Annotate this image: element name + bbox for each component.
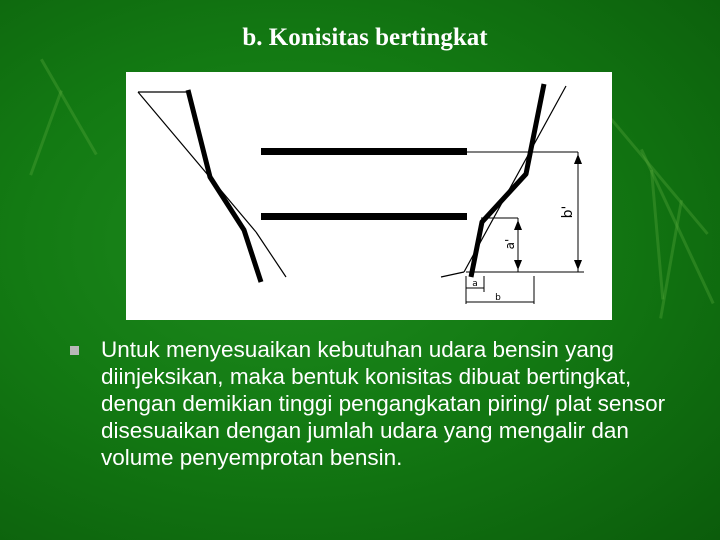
dimension-label-a: a xyxy=(472,279,478,289)
dimension-label-b: b xyxy=(495,293,501,303)
outer-guide-lines xyxy=(138,86,566,277)
slide-title: b. Konisitas bertingkat xyxy=(242,24,488,51)
conical-funnel-diagram xyxy=(126,72,612,320)
funnel-walls xyxy=(188,84,544,282)
sensor-plate-upper xyxy=(261,148,467,155)
sensor-plate-lower xyxy=(261,213,467,220)
dimension-label-a-prime: a' xyxy=(503,238,517,250)
bullet-text: Untuk menyesuaikan kebutuhan udara bensin yang diinjeksikan, maka bentuk konisitas dibuat bertingkat, dengan demikian tinggi pengangkatan piring/ plat sensor disesuaikan dengan jumlah udara yang mengalir dan volume penyemprotan bensin. xyxy=(101,337,666,470)
left-funnel-wall xyxy=(188,90,261,282)
dimension-label-b-prime: b' xyxy=(560,205,576,219)
square-bullet-icon xyxy=(70,346,79,355)
